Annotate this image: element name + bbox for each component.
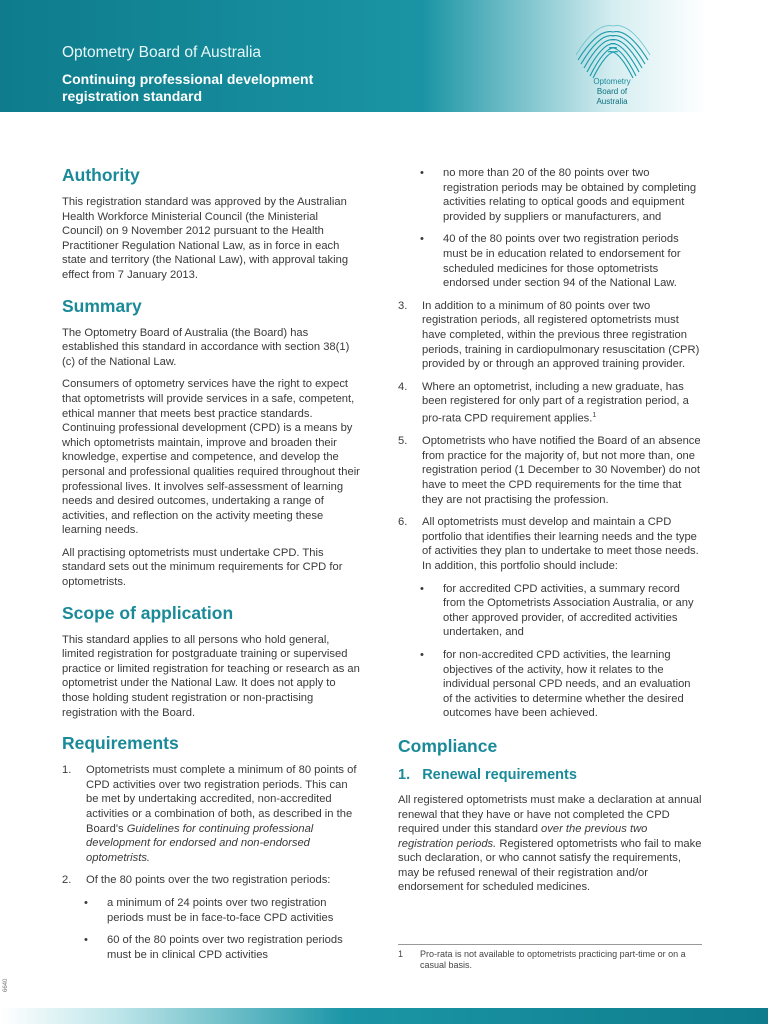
item-number: 1.: [62, 764, 72, 777]
bullet-text: 40 of the 80 points over two registration periods must be in education related to endorsement for scheduled medicines for those optometrists endorsed under section 94 of the National Law.: [443, 233, 681, 290]
bullet-item: [398, 582, 702, 640]
scope-text: This standard applies to all persons who hold general, limited registration for postgraduate training or supervised practice or limited registration for teaching or research as an optometrist under the National Law. It does not apply to those holding student registration or non-practising registration with the Board.: [62, 633, 360, 719]
requirement-item-1: [62, 763, 362, 865]
bullet-item: [62, 933, 362, 962]
authority-heading: Authority: [62, 165, 140, 185]
footnote: [398, 944, 702, 971]
bullet-text: a minimum of 24 points over two registration periods must be in face-to-face CPD activities: [107, 896, 334, 924]
bullet-item: [398, 232, 702, 290]
item-text: Optometrists must complete a minimum of 80 points of CPD activities over two registration periods. This can be met by undertaking accredited, non-accredited activities or a combination of both, as described in the Board's: [86, 764, 357, 835]
bullet-item: [62, 896, 362, 925]
item-text: Optometrists who have notified the Board of an absence from practice for the majority of, but not more than, one registration period (1 December to 30 November) do not have to meet the CPD requirements for the time that they are not practising the profession.: [422, 435, 701, 506]
guidelines-link: Guidelines for continuing professional development for endorsed and non-endorsed optometrists.: [86, 822, 314, 864]
requirement-item-2: [62, 873, 362, 888]
bullet-item: [398, 166, 702, 224]
requirement-item-5: [398, 434, 702, 507]
subheading-number: 1.: [398, 766, 411, 783]
bullet-text: 60 of the 80 points over two registration periods must be in clinical CPD activities: [107, 934, 343, 961]
bullet-text: no more than 20 of the 80 points over two registration periods may be obtained by completing activities relating to optical goods and equipment provided by suppliers or manufacturers, and: [443, 167, 697, 223]
requirement-item-4: [398, 380, 702, 427]
logo-wordmark: [584, 77, 640, 107]
logo-line-3: Australia: [596, 97, 628, 106]
subheading-text: Renewal requirements: [422, 766, 577, 783]
summary-paragraph-2: Consumers of optometry services have the right to expect that optometrists will provide services in a safe, competent, ethical manner that meets best practice standards. Continuing professional development (CPD) is a means by which optometrists maintain, improve and broaden their knowledge, expertise and competence, and develop the personal and professional qualities required throughout their professional lives. It involves self-assessment of learning needs and desired outcomes, undertaking a range of activities, and reflection on the activity meeting these learning needs.: [62, 378, 360, 537]
bullet: •: [420, 648, 424, 661]
bullet-text: for non-accredited CPD activities, the learning objectives of the activity, how it relates to the individual personal CPD needs, and an evaluation of the activities to determine whether the desired outcomes have been achieved.: [443, 648, 691, 720]
compliance-heading: Compliance: [398, 735, 498, 756]
document-title: Continuing professional development registration standard: [62, 71, 314, 104]
item-text: In addition to a minimum of 80 points over two registration periods, all registered optometrists must have completed, within the previous three registration periods, training in cardiopulmonary resuscitation (CPR) provided by or through an approved training provider.: [422, 299, 700, 371]
item-number: 6.: [398, 516, 408, 529]
compliance-text-italic: over the previous two registration periods.: [398, 823, 648, 850]
authority-text: This registration standard was approved by the Australian Health Workforce Ministerial Council (the Ministerial Council) on 9 November 2012 pursuant to the Health Practitioner Regulation National Law, as in force in each state and territory (the National Law), with approval taking effect from 7 January 2013.: [62, 196, 349, 281]
summary-heading: Summary: [62, 295, 142, 316]
logo-line-1: Optometry: [593, 77, 631, 86]
summary-section: [62, 295, 362, 590]
summary-paragraph-1: The Optometry Board of Australia (the Board) has established this standard in accordance with section 38(1)(c) of the National Law.: [62, 326, 350, 368]
right-column: [398, 166, 702, 903]
requirement-item-6: [398, 515, 702, 573]
side-reference-code: 6640: [3, 978, 9, 992]
item-text: Of the 80 points over the two registration periods:: [86, 874, 331, 887]
footnote-text: Pro-rata is not available to optometrists practicing part-time or on a casual basis.: [420, 949, 686, 970]
summary-paragraph-3: All practising optometrists must undertake CPD. This standard sets out the minimum requirements for CPD for optometrists.: [62, 546, 343, 589]
bullet: •: [84, 934, 88, 947]
renewal-subheading: [398, 766, 702, 784]
scope-section: [62, 602, 362, 721]
item-text: Where an optometrist, including a new graduate, has been registered for only part of a registration period, a pro-rata CPD requirement applies.: [422, 380, 689, 425]
requirement-item-3: [398, 299, 702, 372]
item-number: 3.: [398, 299, 408, 312]
bullet-text: for accredited CPD activities, a summary record from the Optometrists Association Australia, or any other approved provider, of accredited activities undertaken, and: [443, 582, 694, 639]
item-text: All optometrists must develop and maintain a CPD portfolio that identifies their learning needs and the type of activities they plan to undertake to meet those needs. In addition, this portfolio should include:: [422, 516, 699, 572]
item-number: 2.: [62, 874, 72, 887]
compliance-section: [398, 735, 702, 895]
requirements-heading: Requirements: [62, 733, 179, 754]
bullet-item: [398, 648, 702, 721]
compliance-text-a: All registered optometrists must make a declaration at annual renewal that they have or have not completed the CPD required under this standard: [398, 793, 702, 836]
footnote-ref: 1: [592, 411, 597, 419]
requirements-section: [62, 732, 362, 962]
bullet: •: [420, 582, 424, 595]
page-footer-band: [0, 1008, 768, 1024]
footnote-number: 1: [398, 949, 404, 959]
bullet: •: [420, 233, 424, 246]
left-column: [62, 164, 362, 970]
scope-heading: Scope of application: [62, 602, 234, 623]
logo-line-2: Board of: [596, 87, 628, 96]
item-number: 4.: [398, 380, 408, 393]
organisation-name: Optometry Board of Australia: [62, 44, 262, 61]
compliance-text-b: Registered optometrists who fail to make such declaration, or who cannot satisfy the requirements, may be refused renewal of their registration and/or endorsement for scheduled medicines.: [398, 837, 702, 894]
bullet: •: [84, 896, 88, 909]
bullet: •: [420, 167, 424, 179]
item-number: 5.: [398, 435, 408, 448]
compliance-text: [398, 793, 702, 895]
